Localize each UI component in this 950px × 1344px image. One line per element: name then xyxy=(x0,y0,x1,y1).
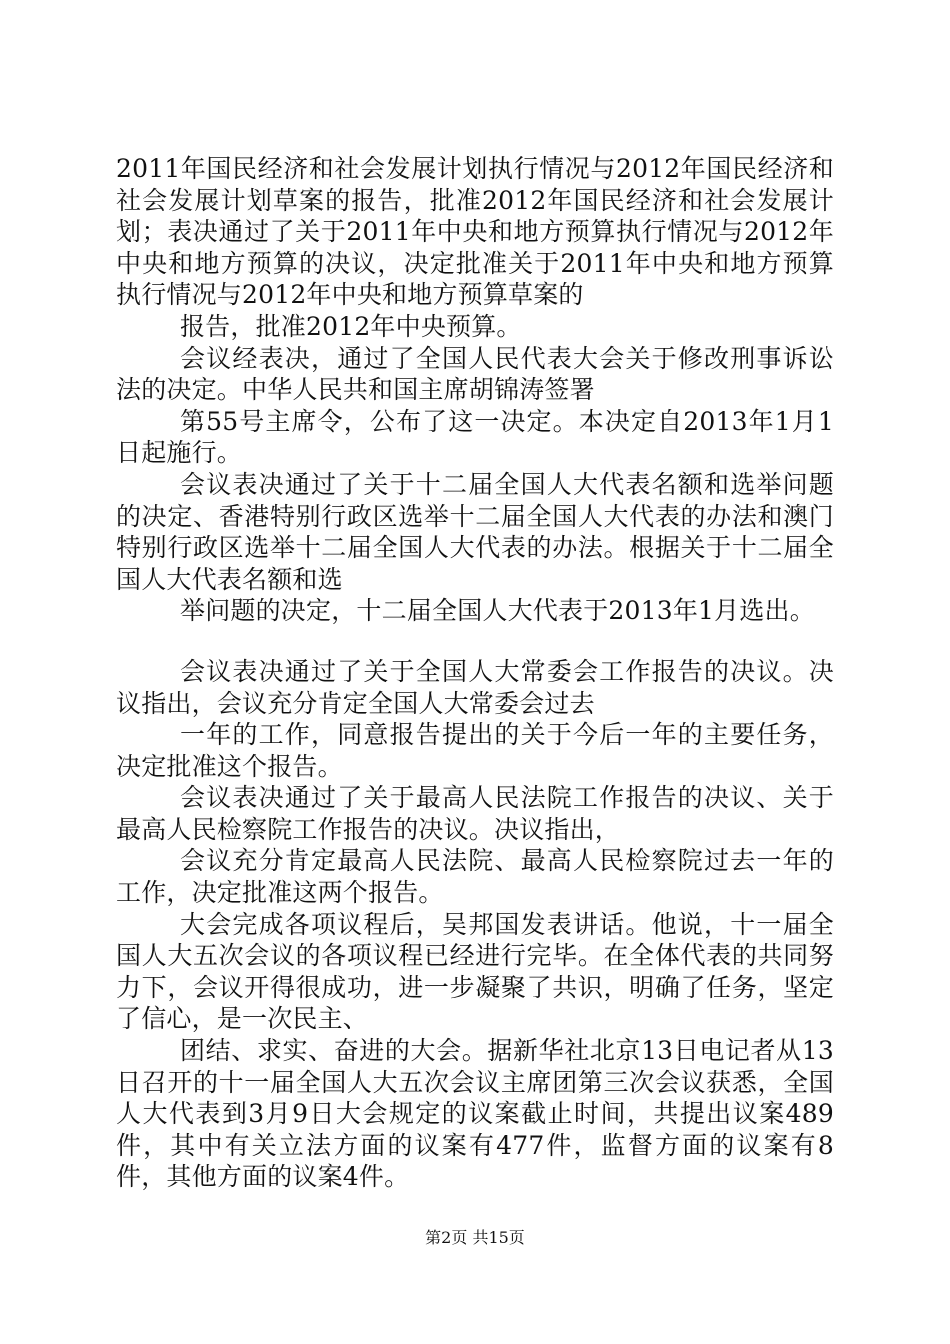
paragraph-4: 第55号主席令，公布了这一决定。本决定自2013年1月1日起施行。 xyxy=(116,406,834,468)
paragraph-8: 一年的工作，同意报告提出的关于今后一年的主要任务，决定批准这个报告。 xyxy=(116,720,834,781)
paragraph-11: 大会完成各项议程后，吴邦国发表讲话。他说，十一届全国人大五次会议的各项议程已经进行完毕。在全体代表的共同努力下，会议开得很成功，进一步凝聚了共识，明确了任务，坚定了信心，是一次民主、 xyxy=(116,909,834,1034)
paragraph-10: 会议充分肯定最高人民法院、最高人民检察院过去一年的工作，决定批准这两个报告。 xyxy=(116,846,834,908)
page-indicator: 第2页 共15页 xyxy=(425,1228,525,1247)
paragraph-3: 会议经表决，通过了全国人民代表大会关于修改刑事诉讼法的决定。中华人民共和国主席胡锦涛签署 xyxy=(116,343,834,405)
paragraph-2: 报告，批准2012年中央预算。 xyxy=(180,311,522,341)
document-body xyxy=(116,153,834,1193)
page-footer xyxy=(0,1228,950,1248)
paragraph-12: 团结、求实、奋进的大会。据新华社北京13日电记者从13日召开的十一届全国人大五次会议主席团第三次会议获悉，全国人大代表到3月9日大会规定的议案截止时间，共提出议案489件，其中有关立法方面的议案有477件，监督方面的议案有8件，其他方面的议案4件。 xyxy=(116,1036,834,1192)
paragraph-5: 会议表决通过了关于十二届全国人大代表名额和选举问题的决定、香港特别行政区选举十二届全国人大代表的办法和澳门特别行政区选举十二届全国人大代表的办法。根据关于十二届全国人大代表名额和选 xyxy=(116,469,834,594)
paragraph-9: 会议表决通过了关于最高人民法院工作报告的决议、关于最高人民检察院工作报告的决议。决议指出， xyxy=(116,783,834,844)
paragraph-6: 举问题的决定，十二届全国人大代表于2013年1月选出。 xyxy=(180,596,815,626)
paragraph-7: 会议表决通过了关于全国人大常委会工作报告的决议。决议指出，会议充分肯定全国人大常委会过去 xyxy=(116,656,834,718)
paragraph-1: 2011年国民经济和社会发展计划执行情况与2012年国民经济和社会发展计划草案的报告，批准2012年国民经济和社会发展计划；表决通过了关于2011年中央和地方预算执行情况与2012年中央和地方预算的决议，决定批准关于2011年中央和地方预算执行情况与2012年中央和地方预算草案的 xyxy=(116,154,834,310)
